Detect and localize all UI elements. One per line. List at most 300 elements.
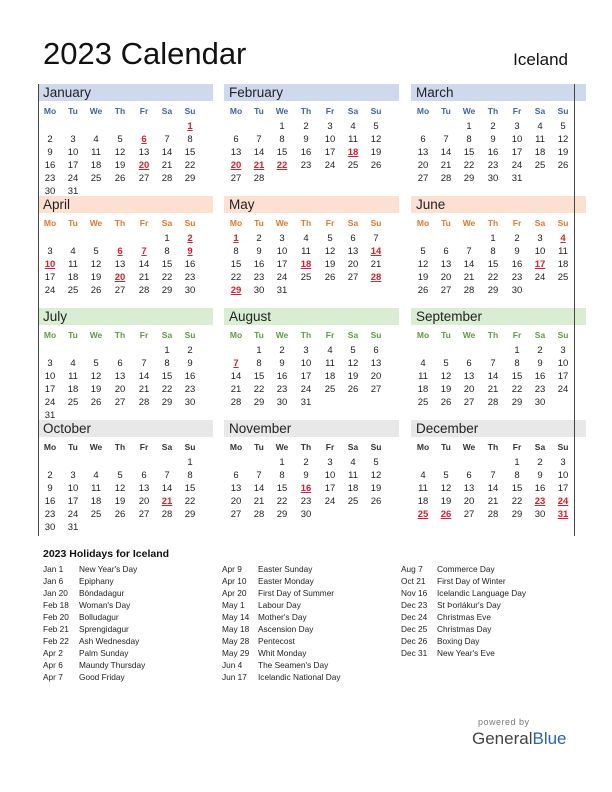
day-cell: 17: [276, 258, 288, 270]
day-cell: 18: [534, 146, 546, 158]
holiday-day-cell: 2: [187, 233, 193, 244]
holiday-date: Apr 2: [43, 648, 63, 658]
day-cell: 29: [511, 508, 523, 520]
day-cell: 15: [253, 370, 265, 382]
day-cell: 24: [324, 495, 336, 507]
day-cell: 12: [114, 482, 126, 494]
day-cell: 6: [443, 245, 449, 257]
day-cell: 24: [557, 383, 569, 395]
holiday-date: Jan 1: [43, 564, 64, 574]
day-cell: 27: [370, 383, 382, 395]
day-cell: 15: [463, 146, 475, 158]
day-cell: 12: [370, 133, 382, 145]
day-cell: 29: [463, 172, 475, 184]
weekday-header: We: [275, 330, 289, 340]
day-cell: 18: [347, 482, 359, 494]
weekday-header: Tu: [254, 442, 264, 452]
month-name: August: [229, 309, 272, 324]
weekday-header: Tu: [254, 106, 264, 116]
day-cell: 8: [514, 469, 520, 481]
day-cell: 25: [324, 383, 336, 395]
day-cell: 20: [417, 159, 429, 171]
holiday-date: Feb 20: [43, 612, 69, 622]
holiday-row: [401, 588, 526, 600]
day-cell: 6: [373, 345, 379, 356]
day-cell: 8: [279, 469, 285, 481]
weekday-header: Mo: [43, 106, 57, 116]
weekday-header: Mo: [43, 218, 57, 228]
day-cell: 13: [417, 146, 429, 158]
day-cell: 1: [514, 457, 520, 468]
day-cell: 23: [184, 271, 196, 283]
day-cell: 28: [253, 172, 265, 184]
day-cell: 19: [324, 258, 336, 270]
brand-logo[interactable]: [472, 729, 567, 749]
day-cell: 28: [463, 284, 475, 296]
weekday-header: Mo: [416, 330, 430, 340]
day-cell: 15: [184, 482, 196, 494]
day-cell: 3: [70, 469, 76, 481]
day-cell: 18: [557, 258, 569, 270]
day-cell: 23: [44, 508, 56, 520]
day-cell: 25: [347, 495, 359, 507]
holiday-row: [43, 588, 145, 600]
weekday-header: Su: [370, 218, 382, 228]
day-cell: 8: [490, 245, 496, 257]
holiday-date: Jan 6: [43, 576, 64, 586]
holiday-row: [401, 612, 526, 624]
day-cell: 5: [350, 345, 356, 356]
day-cell: 11: [68, 258, 78, 270]
day-cell: 26: [440, 396, 452, 408]
day-cell: 14: [230, 370, 242, 382]
day-cell: 18: [90, 159, 102, 171]
weekday-header: Fr: [512, 330, 522, 340]
day-cell: 24: [276, 271, 288, 283]
holiday-date: Jun 17: [222, 672, 247, 682]
day-cell: 2: [47, 133, 53, 145]
day-cell: 22: [511, 383, 523, 395]
day-cell: 20: [463, 383, 475, 395]
day-cell: 12: [90, 370, 102, 382]
day-cell: 19: [347, 370, 359, 382]
holiday-row: [401, 564, 526, 576]
weekday-header: Su: [184, 330, 196, 340]
holiday-row: [43, 600, 145, 612]
holiday-name: The Seamen's Day: [258, 660, 329, 670]
month-april: [38, 196, 213, 308]
day-cell: 3: [560, 457, 566, 468]
holiday-day-cell: 7: [141, 245, 147, 257]
holiday-date: Dec 25: [401, 624, 428, 634]
day-cell: 29: [184, 172, 196, 184]
holiday-date: Apr 20: [222, 588, 247, 598]
day-cell: 8: [279, 133, 285, 145]
month-june: [411, 196, 586, 308]
day-cell: 5: [117, 133, 123, 145]
day-cell: 11: [348, 133, 358, 145]
day-cell: 4: [93, 133, 99, 145]
day-cell: 24: [511, 159, 523, 171]
day-cell: 11: [91, 482, 101, 494]
weekday-header: We: [462, 218, 476, 228]
day-cell: 10: [557, 357, 569, 369]
holiday-row: [222, 612, 341, 624]
day-cell: 31: [67, 521, 79, 533]
holiday-name: Icelandic National Day: [258, 672, 341, 682]
holiday-row: [43, 660, 145, 672]
holiday-name: Pentecost: [258, 636, 295, 646]
day-cell: 30: [534, 508, 546, 520]
holiday-date: May 14: [222, 612, 250, 622]
day-cell: 3: [327, 121, 333, 132]
day-cell: 25: [557, 271, 569, 283]
day-cell: 20: [463, 495, 475, 507]
holiday-name: New Year's Day: [79, 564, 138, 574]
weekday-header: Tu: [441, 106, 451, 116]
weekday-header: Fr: [139, 442, 149, 452]
day-cell: 6: [233, 133, 239, 145]
month-august: [224, 308, 399, 420]
weekday-header: We: [462, 330, 476, 340]
day-cell: 22: [511, 495, 523, 507]
holiday-day-cell: 20: [138, 159, 150, 171]
weekday-header: Sa: [347, 218, 359, 228]
day-cell: 28: [161, 508, 173, 520]
weekday-header: Su: [184, 106, 196, 116]
day-cell: 21: [161, 159, 173, 171]
month-name: May: [229, 197, 255, 212]
month-name: October: [43, 421, 92, 436]
holiday-name: Good Friday: [79, 672, 125, 682]
day-cell: 11: [325, 357, 335, 369]
day-cell: 12: [90, 258, 102, 270]
day-cell: 2: [256, 233, 262, 244]
day-cell: 4: [420, 469, 426, 481]
day-cell: 10: [67, 146, 79, 158]
day-cell: 19: [370, 482, 382, 494]
day-cell: 27: [463, 396, 475, 408]
weekday-header: Th: [114, 106, 126, 116]
month-header: [411, 84, 586, 101]
day-cell: 5: [420, 245, 426, 257]
day-cell: 9: [303, 469, 309, 481]
day-cell: 4: [70, 245, 76, 257]
day-cell: 22: [230, 271, 242, 283]
day-cell: 9: [47, 146, 53, 158]
day-cell: 13: [463, 370, 475, 382]
day-cell: 22: [161, 271, 173, 283]
day-cell: 4: [327, 345, 333, 356]
day-cell: 13: [347, 245, 359, 257]
day-cell: 25: [534, 159, 546, 171]
day-cell: 17: [324, 482, 336, 494]
day-cell: 5: [443, 469, 449, 481]
day-cell: 10: [324, 133, 336, 145]
day-cell: 25: [90, 508, 102, 520]
month-name: March: [416, 85, 454, 100]
weekday-header: Fr: [325, 442, 335, 452]
weekday-header: Mo: [416, 106, 430, 116]
day-cell: 3: [47, 357, 53, 369]
holiday-day-cell: 25: [417, 508, 429, 520]
day-cell: 9: [490, 133, 496, 145]
day-cell: 28: [487, 508, 499, 520]
holiday-day-cell: 24: [557, 495, 569, 507]
day-cell: 9: [537, 357, 543, 369]
weekday-header: Th: [487, 442, 499, 452]
day-cell: 15: [184, 146, 196, 158]
weekday-header: Tu: [68, 106, 78, 116]
day-cell: 7: [443, 133, 449, 145]
day-cell: 11: [91, 146, 101, 158]
weekday-header: Su: [557, 218, 569, 228]
weekday-header: Su: [557, 442, 569, 452]
day-cell: 23: [487, 159, 499, 171]
holiday-date: Jan 20: [43, 588, 68, 598]
holiday-column: [43, 564, 145, 684]
day-cell: 16: [276, 370, 288, 382]
day-cell: 25: [67, 284, 79, 296]
holiday-row: [401, 576, 526, 588]
day-cell: 28: [161, 172, 173, 184]
day-cell: 16: [487, 146, 499, 158]
day-cell: 14: [440, 146, 452, 158]
weekday-header: Tu: [441, 330, 451, 340]
day-cell: 21: [253, 495, 265, 507]
day-cell: 7: [373, 233, 379, 244]
day-cell: 16: [184, 258, 196, 270]
holiday-date: May 28: [222, 636, 250, 646]
day-cell: 14: [463, 258, 475, 270]
holiday-row: [222, 588, 341, 600]
day-cell: 1: [164, 345, 170, 356]
holiday-row: [401, 636, 526, 648]
day-cell: 19: [114, 495, 126, 507]
day-cell: 11: [348, 469, 358, 481]
day-cell: 26: [324, 271, 336, 283]
holiday-day-cell: 22: [276, 159, 288, 171]
day-cell: 20: [370, 370, 382, 382]
day-cell: 29: [161, 284, 173, 296]
day-cell: 1: [466, 121, 472, 132]
weekday-header: Tu: [254, 218, 264, 228]
day-cell: 28: [138, 284, 150, 296]
day-cell: 18: [324, 370, 336, 382]
day-cell: 2: [47, 469, 53, 481]
holiday-name: Boxing Day: [437, 636, 480, 646]
weekday-header: Mo: [229, 442, 243, 452]
weekday-header: Mo: [229, 330, 243, 340]
day-cell: 18: [417, 495, 429, 507]
day-cell: 3: [70, 133, 76, 145]
weekday-header: Th: [487, 106, 499, 116]
day-cell: 3: [47, 245, 53, 257]
day-cell: 12: [347, 357, 359, 369]
day-cell: 20: [138, 495, 150, 507]
day-cell: 11: [68, 370, 78, 382]
weekday-header: We: [462, 106, 476, 116]
day-cell: 13: [138, 482, 150, 494]
holiday-column: [222, 564, 341, 684]
day-cell: 30: [487, 172, 499, 184]
month-name: July: [43, 309, 68, 324]
day-cell: 13: [230, 146, 242, 158]
weekday-header: Th: [114, 330, 126, 340]
weekday-header: Mo: [229, 218, 243, 228]
day-cell: 4: [303, 233, 309, 244]
day-cell: 14: [161, 482, 173, 494]
holiday-date: Apr 9: [222, 564, 242, 574]
day-cell: 2: [303, 121, 309, 132]
day-cell: 17: [300, 370, 312, 382]
month-header: [38, 84, 213, 101]
month-header: [38, 420, 213, 437]
holiday-date: May 18: [222, 624, 250, 634]
day-cell: 7: [256, 469, 262, 481]
day-cell: 17: [67, 495, 79, 507]
day-cell: 10: [44, 370, 56, 382]
holiday-row: [222, 648, 341, 660]
powered-by-text: powered by: [478, 717, 530, 727]
day-cell: 17: [557, 370, 569, 382]
day-cell: 29: [511, 396, 523, 408]
holiday-day-cell: 1: [233, 233, 239, 244]
holiday-date: Aug 7: [401, 564, 423, 574]
day-cell: 17: [44, 271, 56, 283]
holiday-date: Dec 31: [401, 648, 428, 658]
holiday-day-cell: 29: [230, 284, 242, 296]
day-cell: 26: [557, 159, 569, 171]
day-cell: 27: [463, 508, 475, 520]
holiday-name: Labour Day: [258, 600, 301, 610]
day-cell: 14: [138, 258, 150, 270]
day-cell: 1: [514, 345, 520, 356]
day-cell: 22: [253, 383, 265, 395]
holiday-day-cell: 31: [557, 508, 569, 520]
day-cell: 28: [440, 172, 452, 184]
day-cell: 25: [300, 271, 312, 283]
day-cell: 5: [117, 469, 123, 481]
day-cell: 13: [114, 258, 126, 270]
weekday-header: Su: [370, 106, 382, 116]
day-cell: 23: [44, 172, 56, 184]
day-cell: 6: [466, 357, 472, 369]
day-cell: 2: [279, 345, 285, 356]
day-cell: 15: [511, 482, 523, 494]
holiday-name: Christmas Eve: [437, 612, 491, 622]
day-cell: 24: [67, 172, 79, 184]
day-cell: 25: [347, 159, 359, 171]
weekday-header: Tu: [254, 330, 264, 340]
day-cell: 6: [466, 469, 472, 481]
day-cell: 5: [373, 457, 379, 468]
holiday-row: [43, 636, 145, 648]
day-cell: 1: [279, 121, 285, 132]
day-cell: 20: [114, 383, 126, 395]
day-cell: 23: [511, 271, 523, 283]
holiday-date: Oct 21: [401, 576, 426, 586]
weekday-header: Th: [300, 442, 312, 452]
day-cell: 13: [114, 370, 126, 382]
holiday-date: Dec 23: [401, 600, 428, 610]
weekday-header: Fr: [139, 330, 149, 340]
day-cell: 5: [443, 357, 449, 369]
day-cell: 20: [440, 271, 452, 283]
day-cell: 4: [350, 457, 356, 468]
holiday-day-cell: 20: [230, 159, 242, 171]
day-cell: 11: [418, 370, 428, 382]
day-cell: 18: [67, 271, 79, 283]
weekday-header: Sa: [534, 330, 546, 340]
day-cell: 3: [303, 345, 309, 356]
holiday-row: [222, 660, 341, 672]
holiday-day-cell: 7: [233, 357, 239, 369]
holiday-day-cell: 23: [534, 495, 546, 507]
holiday-day-cell: 6: [141, 133, 147, 145]
day-cell: 8: [164, 245, 170, 257]
day-cell: 6: [420, 133, 426, 145]
day-cell: 14: [487, 482, 499, 494]
month-may: [224, 196, 399, 308]
holiday-column: [401, 564, 526, 660]
day-cell: 8: [187, 469, 193, 481]
day-cell: 11: [535, 133, 545, 145]
holiday-name: Mother's Day: [258, 612, 307, 622]
month-header: [224, 84, 399, 101]
holiday-day-cell: 14: [370, 245, 382, 257]
day-cell: 10: [534, 245, 546, 257]
weekday-header: We: [89, 106, 103, 116]
day-cell: 3: [279, 233, 285, 244]
weekday-header: Tu: [68, 218, 78, 228]
day-cell: 31: [300, 396, 312, 408]
day-cell: 8: [187, 133, 193, 145]
month-name: September: [416, 309, 483, 324]
day-cell: 19: [90, 383, 102, 395]
day-cell: 15: [511, 370, 523, 382]
day-cell: 30: [184, 284, 196, 296]
holiday-name: First Day of Winter: [437, 576, 506, 586]
weekday-header: Tu: [441, 442, 451, 452]
holiday-row: [43, 672, 145, 684]
day-cell: 25: [90, 172, 102, 184]
day-cell: 21: [370, 258, 382, 270]
holiday-row: [43, 612, 145, 624]
day-cell: 18: [417, 383, 429, 395]
day-cell: 21: [487, 495, 499, 507]
day-cell: 15: [230, 258, 242, 270]
day-cell: 3: [537, 233, 543, 244]
day-cell: 11: [418, 482, 428, 494]
holiday-row: [222, 576, 341, 588]
day-cell: 29: [184, 508, 196, 520]
day-cell: 29: [487, 284, 499, 296]
day-cell: 17: [557, 482, 569, 494]
weekday-header: Fr: [325, 218, 335, 228]
day-cell: 30: [253, 284, 265, 296]
holiday-day-cell: 26: [440, 508, 452, 520]
day-cell: 6: [233, 469, 239, 481]
holiday-row: [222, 600, 341, 612]
day-cell: 18: [67, 383, 79, 395]
holiday-name: Ash Wednesday: [79, 636, 140, 646]
day-cell: 8: [233, 245, 239, 257]
day-cell: 26: [114, 508, 126, 520]
day-cell: 20: [347, 258, 359, 270]
day-cell: 4: [93, 469, 99, 481]
day-cell: 3: [514, 121, 520, 132]
